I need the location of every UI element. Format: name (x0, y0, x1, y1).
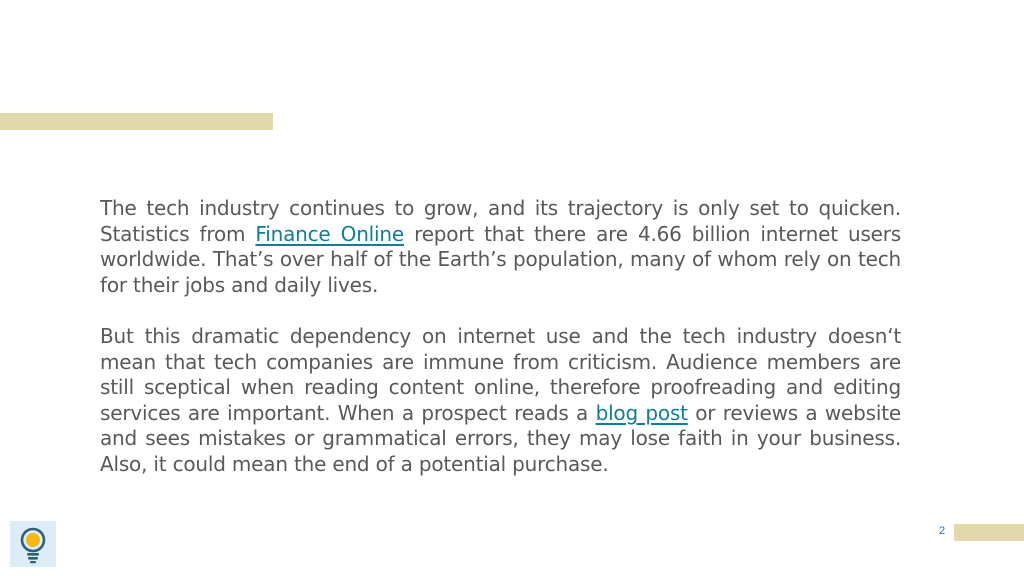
page-number: 2 (938, 525, 946, 537)
bottom-accent-bar (954, 524, 1024, 541)
paragraph-2-text-end: or reviews a website and sees mistakes or grammatical errors, they may lose faith in your business. Also, it could mean the end of a potential purchase. (100, 400, 901, 476)
paragraph-1 (100, 196, 901, 298)
paragraph-2-text-start: But this dramatic dependency on internet use and the tech industry doesn‘t mean that tech companies are immune from criticism. Audience members are still sceptical when reading content online, therefore proofreading and editing services are important. When a prospect reads a (100, 323, 901, 425)
company-logo (10, 521, 56, 567)
paragraph-2 (100, 324, 901, 478)
blog-post-link[interactable]: blog post (595, 400, 688, 425)
finance-online-link[interactable]: Finance Online (255, 221, 404, 246)
top-accent-bar (0, 113, 273, 130)
lightbulb-icon (10, 521, 56, 567)
paragraph-1-text-start: The tech industry continues to grow, and its trajectory is only set to quicken. Statistics from (100, 196, 901, 246)
paragraph-1-text-end: report that there are 4.66 billion internet users worldwide. That’s over half of the Earth’s population, many of whom rely on tech for their jobs and daily lives. (100, 221, 902, 297)
slide-body (100, 196, 901, 478)
